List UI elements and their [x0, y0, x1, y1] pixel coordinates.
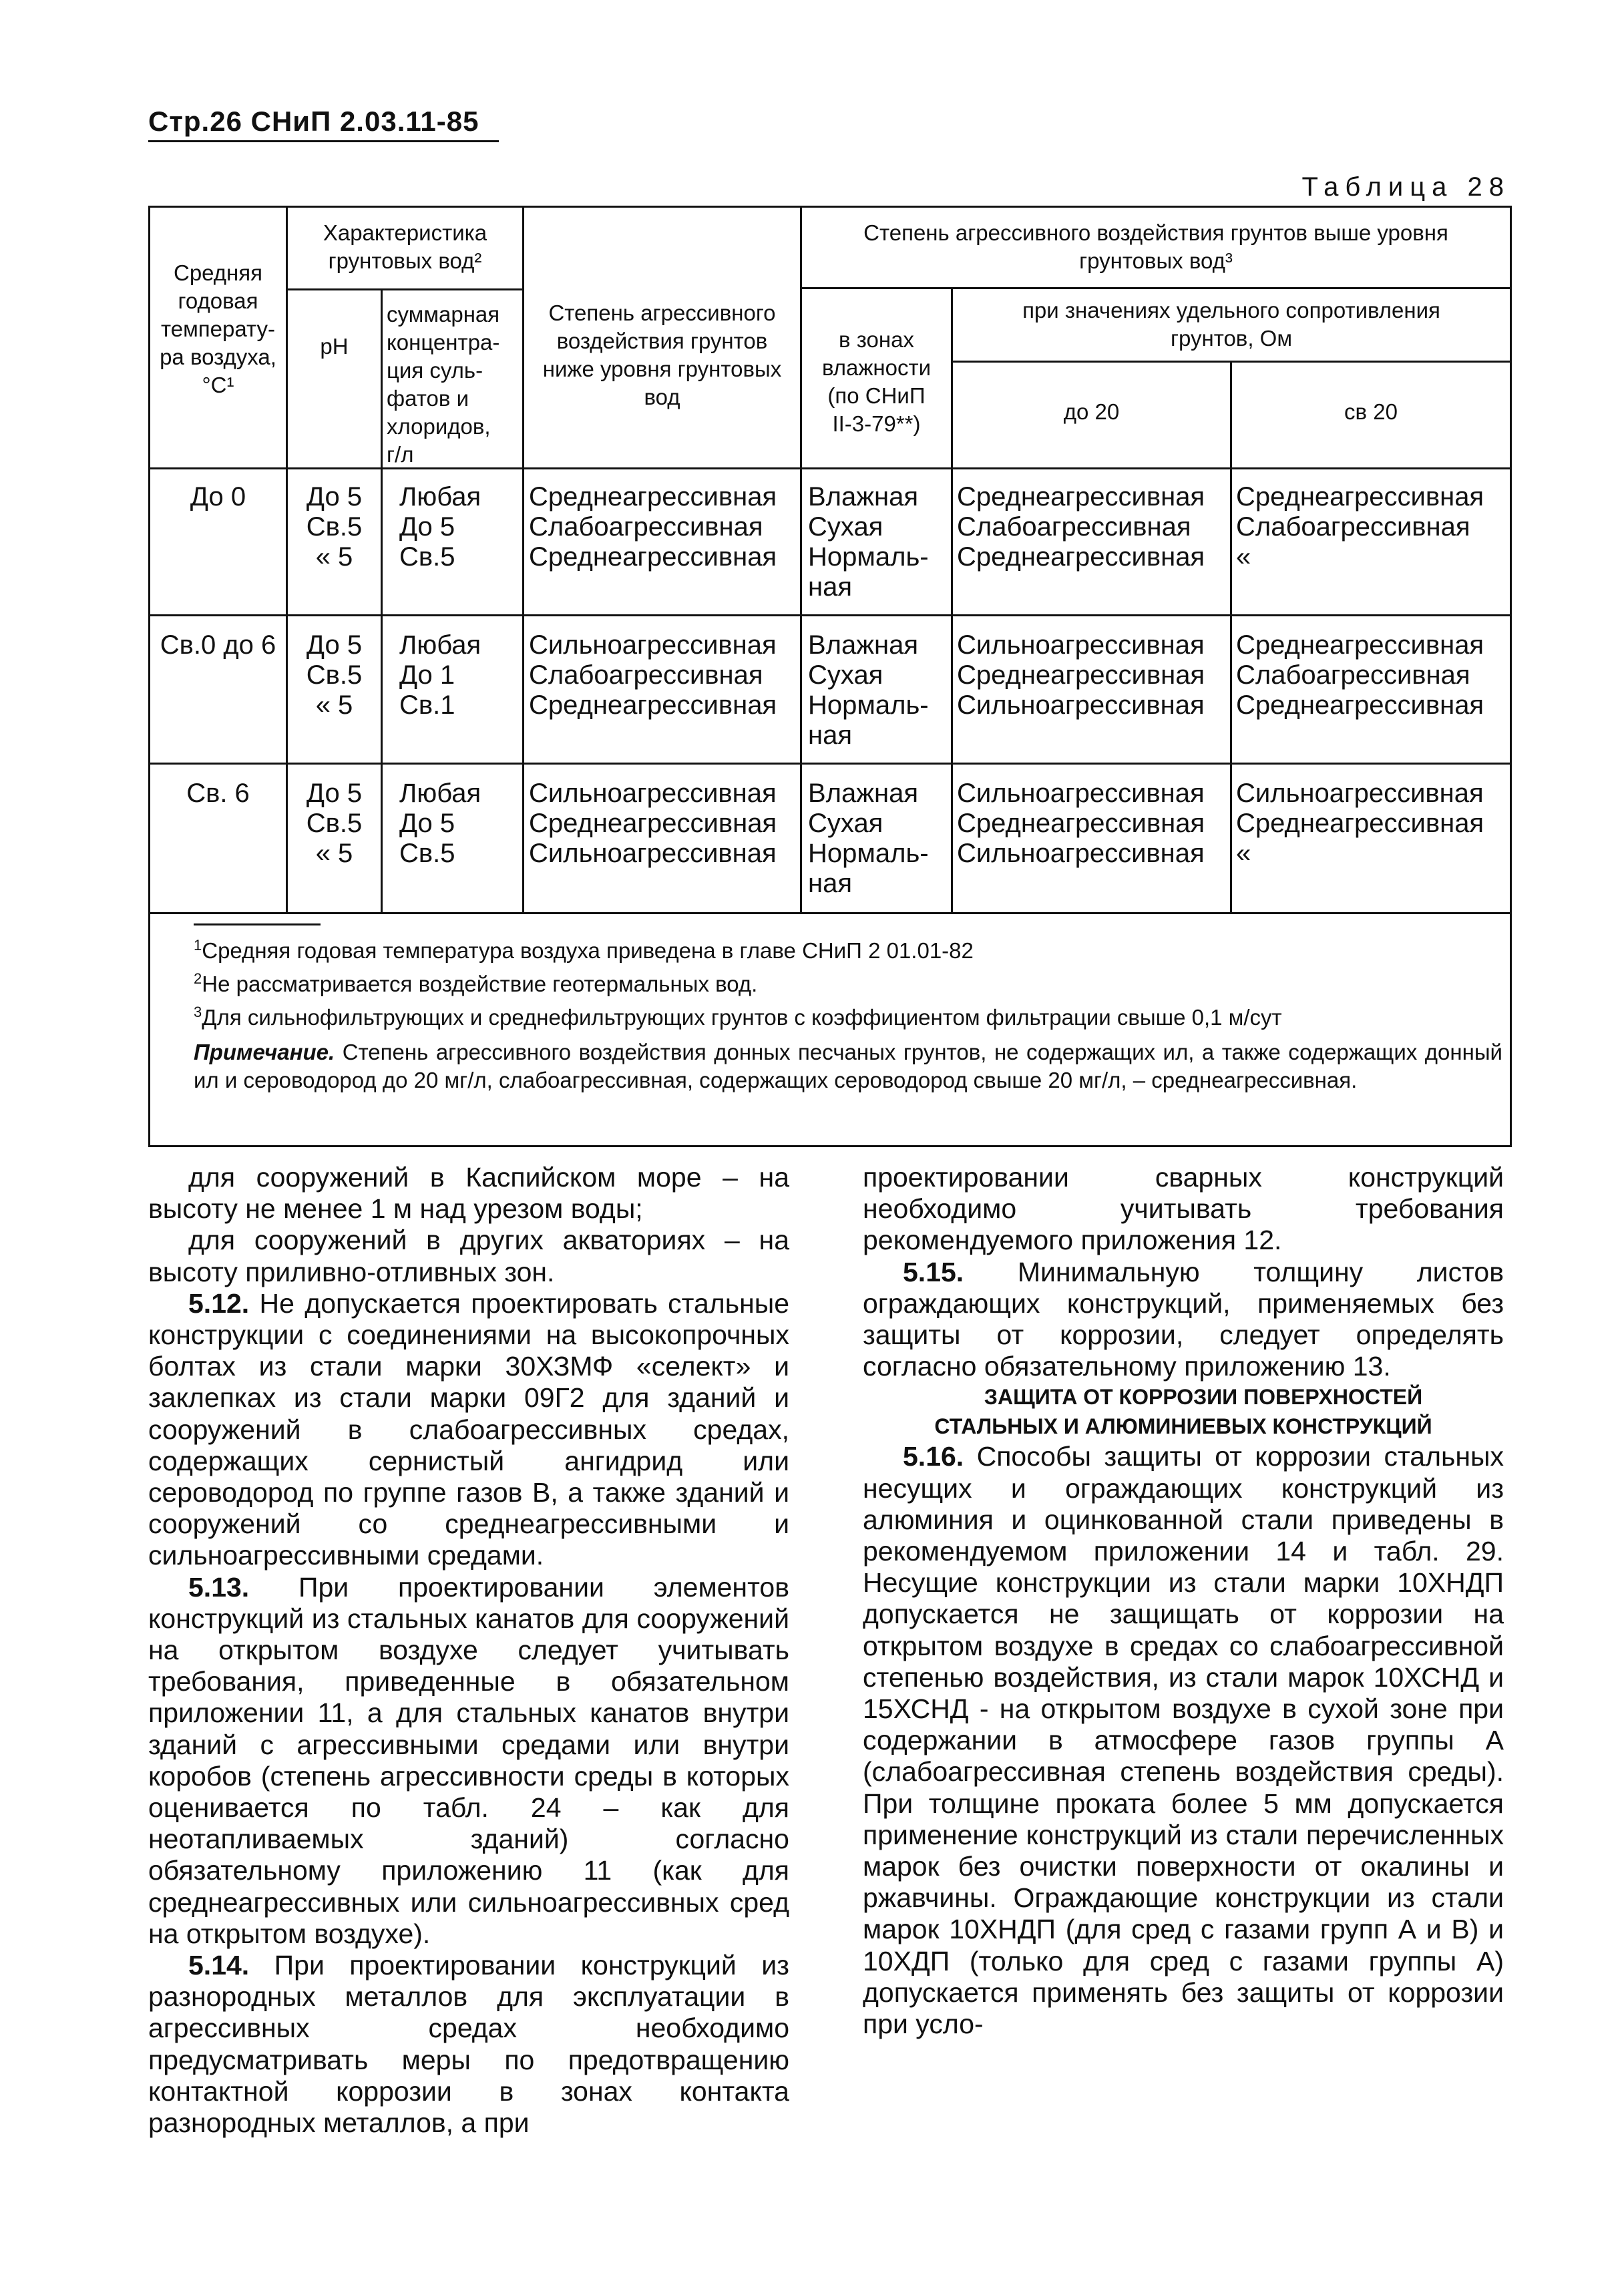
cell-conc: Любая До 1 Св.1 [399, 630, 481, 720]
header-concentration: суммарная концентра- ция суль- фатов и хлоридов, г/л [387, 302, 500, 467]
cell-below: Сильноагрессивная Слабоагрессивная Среднеагрессивная [529, 630, 777, 720]
paragraph-5-14: 5.14. При проектировании конструкций из разнородных металлов для эксплуатации в агрессивных средах необходимо предусматривать меры по предотвращению контактной коррозии в зонах контакта разнородных металлов, а при [148, 1950, 789, 2139]
header-groundwater-char: Характеристика грунтовых вод² [323, 220, 487, 273]
cell-ph: До 5 Св.5 « 5 [306, 630, 363, 720]
cell-below: Среднеагрессивная Слабоагрессивная Среднеагрессивная [529, 482, 777, 572]
cell-upto20: Сильноагрессивная Среднеагрессивная Сильноагрессивная [957, 779, 1205, 868]
cell-zone: Влажная Сухая Нормаль- ная [808, 482, 929, 602]
table-hline [148, 763, 1512, 765]
cell-upto20: Сильноагрессивная Среднеагрессивная Сильноагрессивная [957, 630, 1205, 720]
note-label: Примечание. [194, 1040, 335, 1064]
cell-ph: До 5 Св.5 « 5 [306, 779, 363, 868]
paragraph-5-13: 5.13. При проектировании элементов конструкций из стальных канатов для сооружений на открытом воздухе следует учитывать требования, приведенные в обязательном приложении 11, а для стальных канатов внутри зданий с агрессивными средами или внутри коробов (степень агрессивности среды в которых оценивается по табл. 24 – как для неотапливаемых зданий) согласно обязательному приложению 11 (как для среднеагрессивных или сильноагрессивных сред на открытом воздухе). [148, 1571, 789, 1949]
header-over-20: св 20 [1344, 399, 1398, 424]
table-hline [951, 361, 1512, 363]
table-hline [148, 912, 1512, 914]
paragraph-continuation: проектировании сварных конструкций необходимо учитывать требования рекомендуемого приложения 12. [863, 1162, 1504, 1256]
table-hline [148, 614, 1512, 616]
table-hline [286, 288, 522, 290]
paragraph-5-15: 5.15. Минимальную толщину листов ограждающих конструкций, применяемых без защиты от коррозии, следует определять согласно обязательному приложению 13. [863, 1256, 1504, 1382]
cell-over20: Среднеагрессивная Слабоагрессивная « [1236, 482, 1484, 572]
footnote-3: $^3$Для сильнофильтрующих и среднефильтрующих грунтов с коэффициентом фильтрации свыше 0,1 м/сут [194, 1004, 1282, 1030]
paragraph-5-12: 5.12. Не допускается проектировать стальные конструкции с соединениями на высокопрочных болтах из стали марки 30ХЗМФ «селект» и заклепках из стали марки 09Г2 для зданий и сооружений в слабоагрессивных средах, содержащих сернистый ангидрид или сероводород по группе газов В, а также зданий и сооружений со среднеагрессивными и сильноагрессивными средами. [148, 1287, 789, 1571]
header-ph: pH [320, 334, 349, 359]
table-footnotes [194, 931, 1496, 1032]
footnote-2: $^2$Не рассматривается воздействие геотермальных вод. [194, 970, 758, 996]
table-vline [800, 206, 802, 913]
section-heading: ЗАЩИТА ОТ КОРРОЗИИ ПОВЕРХНОСТЕЙ СТАЛЬНЫХ И АЛЮМИНИЕВЫХ КОНСТРУКЦИЙ [934, 1385, 1432, 1439]
table-note [194, 1038, 1502, 1094]
cell-temp: Св.0 до 6 [160, 630, 276, 660]
cell-over20: Среднеагрессивная Слабоагрессивная Среднеагрессивная [1236, 630, 1484, 720]
header-above-gw: Степень агрессивного воздействия грунтов выше уровня грунтовых вод³ [863, 220, 1448, 273]
page-header: Стр.26 СНиП 2.03.11-85 [148, 106, 479, 137]
header-humidity-zones: в зонах влажности (по СНиП II-3-79**) [821, 327, 932, 436]
cell-below: Сильноагрессивная Среднеагрессивная Сильноагрессивная [529, 779, 777, 868]
cell-conc: Любая До 5 Св.5 [399, 779, 481, 868]
header-upto-20: до 20 [1063, 399, 1120, 424]
cell-over20: Сильноагрессивная Среднеагрессивная « [1236, 779, 1484, 868]
table-hline [148, 467, 1512, 469]
cell-ph: До 5 Св.5 « 5 [306, 482, 363, 572]
header-underline [148, 140, 499, 142]
table-title: Таблица 28 [1301, 172, 1510, 202]
cell-zone: Влажная Сухая Нормаль- ная [808, 779, 929, 898]
cell-conc: Любая До 5 Св.5 [399, 482, 481, 572]
cell-temp: До 0 [190, 482, 246, 511]
paragraph-5-16: 5.16. Способы защиты от коррозии стальных несущих и ограждающих конструкций из алюминия и оцинкованной стали приведены в рекомендуемом приложении 14 и табл. 29. Несущие конструкции из стали марки 10ХНДП допускается не защищать от коррозии на открытом воздухе в средах со слабоагрессивной степенью воздействия, из стали марок 10ХСНД и 15ХСНД - на открытом воздухе в сухой зоне при содержании в атмосфере газов группы А (слабоагрессивная степень воздействия среды). При толщине проката более 5 мм допускается применение конструкций из стали перечисленных марок без очистки поверхности от окалины и ржавчины. Ограждающие конструкции из стали марок 10ХНДП (для сред с газами групп А и В) и 10ХДП (только для сред с газами группы А) допускается применять без защиты от коррозии при усло- [863, 1441, 1504, 2040]
cell-zone: Влажная Сухая Нормаль- ная [808, 630, 929, 750]
paragraph: для сооружений в Каспийском море – на высоту не менее 1 м над урезом воды; [148, 1162, 789, 1225]
footnote-1: $^1$Средняя годовая температура воздуха приведена в главе СНиП 2 01.01-82 [194, 937, 974, 963]
footnote-rule [194, 923, 321, 925]
left-column [148, 1162, 789, 2139]
header-below-gw: Степень агрессивного воздействия грунтов ниже уровня грунтовых вод [542, 300, 782, 409]
cell-temp: Св. 6 [186, 779, 250, 808]
table-hline [800, 287, 1512, 289]
paragraph: для сооружений в других акваториях – на высоту приливно-отливных зон. [148, 1225, 789, 1287]
right-column [863, 1162, 1504, 2040]
table-vline [951, 288, 953, 913]
note-text: Степень агрессивного воздействия донных песчаных грунтов, не содержащих ил, а также содержащих донный ил и сероводород до 20 мг/л, слабоагрессивная, содержащих сероводород свыше 20 мг/л, – среднеагрессивная. [194, 1040, 1502, 1092]
cell-upto20: Среднеагрессивная Слабоагрессивная Среднеагрессивная [957, 482, 1205, 572]
header-resistivity: при значениях удельного сопротивления грунтов, Ом [1022, 298, 1440, 351]
header-avg-temp: Средняя годовая температу- ра воздуха, °С¹ [160, 260, 276, 397]
